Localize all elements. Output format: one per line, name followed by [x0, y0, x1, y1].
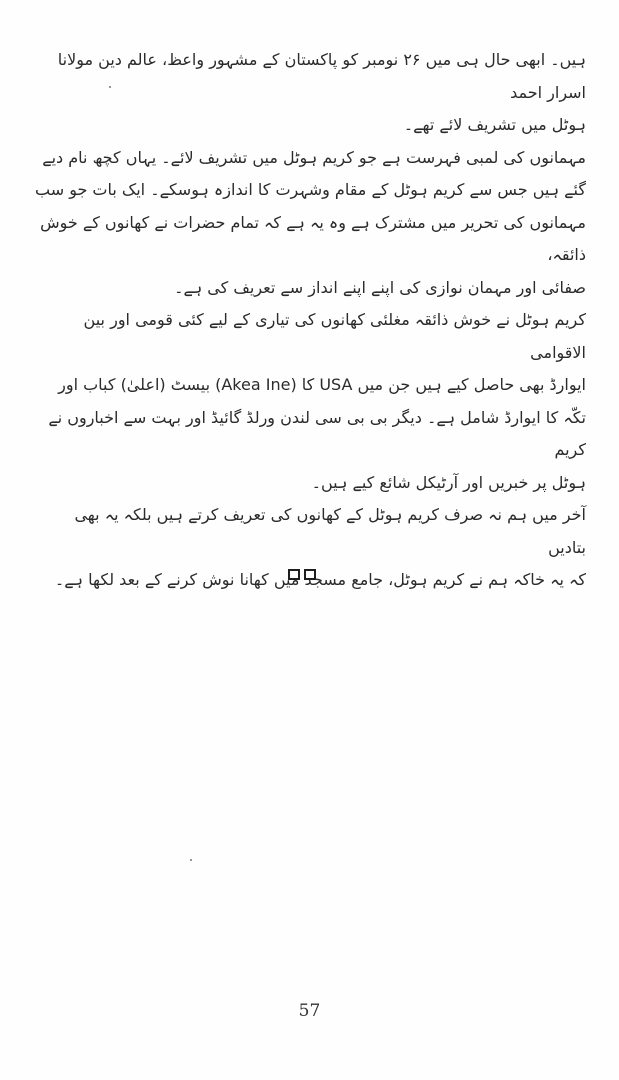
text-line: تکّہ کا ایوارڈ شامل ہے۔ دیگر بی بی سی لندن ورلڈ گائیڈ اور بہت سے اخباروں نے کریم	[48, 407, 586, 459]
section-end-ornament	[288, 569, 316, 580]
text-line: گئے ہیں جس سے کریم ہوٹل کے مقام وشہرت کا اندازہ ہوسکے۔ ایک بات جو سب	[34, 180, 586, 199]
text-line: مہمانوں کی تحریر میں مشترک ہے وہ یہ ہے کہ تمام حضرات نے کھانوں کے خوش ذائقہ،	[40, 212, 586, 264]
text-line: آخر میں ہم نہ صرف کریم ہوٹل کے کھانوں کی تعریف کرتے ہیں بلکہ یہ بھی بتادیں	[74, 505, 586, 557]
square-ornament-icon	[304, 569, 316, 580]
text-line: صفائی اور مہمان نوازی کی اپنے اپنے انداز سے تعریف کی ہے۔	[174, 277, 586, 297]
page-number: 57	[298, 1001, 321, 1021]
scan-speck	[109, 86, 111, 88]
text-line: کہ یہ خاکہ ہم نے کریم ہوٹل، جامع مسجد میں کھانا نوش کرنے کے بعد لکھا ہے۔	[54, 570, 586, 589]
text-line: ایوارڈ بھی حاصل کیے ہیں جن میں USA کا (Akea Ine) بیسٹ (اعلیٰ) کباب اور	[58, 375, 586, 394]
text-line: ہوٹل میں تشریف لائے تھے۔	[403, 115, 586, 134]
text-line: ہیں۔ ابھی حال ہی میں ۲۶ نومبر کو پاکستان کے مشہور واعظ، عالم دین مولانا اسرار احمد	[57, 50, 586, 102]
text-line: مہمانوں کی لمبی فہرست ہے جو کریم ہوٹل میں تشریف لائے۔ یہاں کچھ نام دیے	[42, 147, 586, 167]
scan-speck	[190, 859, 192, 861]
body-text	[34, 44, 586, 597]
text-line: ہوٹل پر خبریں اور آرٹیکل شائع کیے ہیں۔	[311, 472, 586, 492]
text-line: کریم ہوٹل نے خوش ذائقہ مغلئی کھانوں کی تیاری کے لیے کئی قومی اور بین الاقوامی	[83, 310, 586, 362]
square-ornament-icon	[288, 569, 300, 580]
